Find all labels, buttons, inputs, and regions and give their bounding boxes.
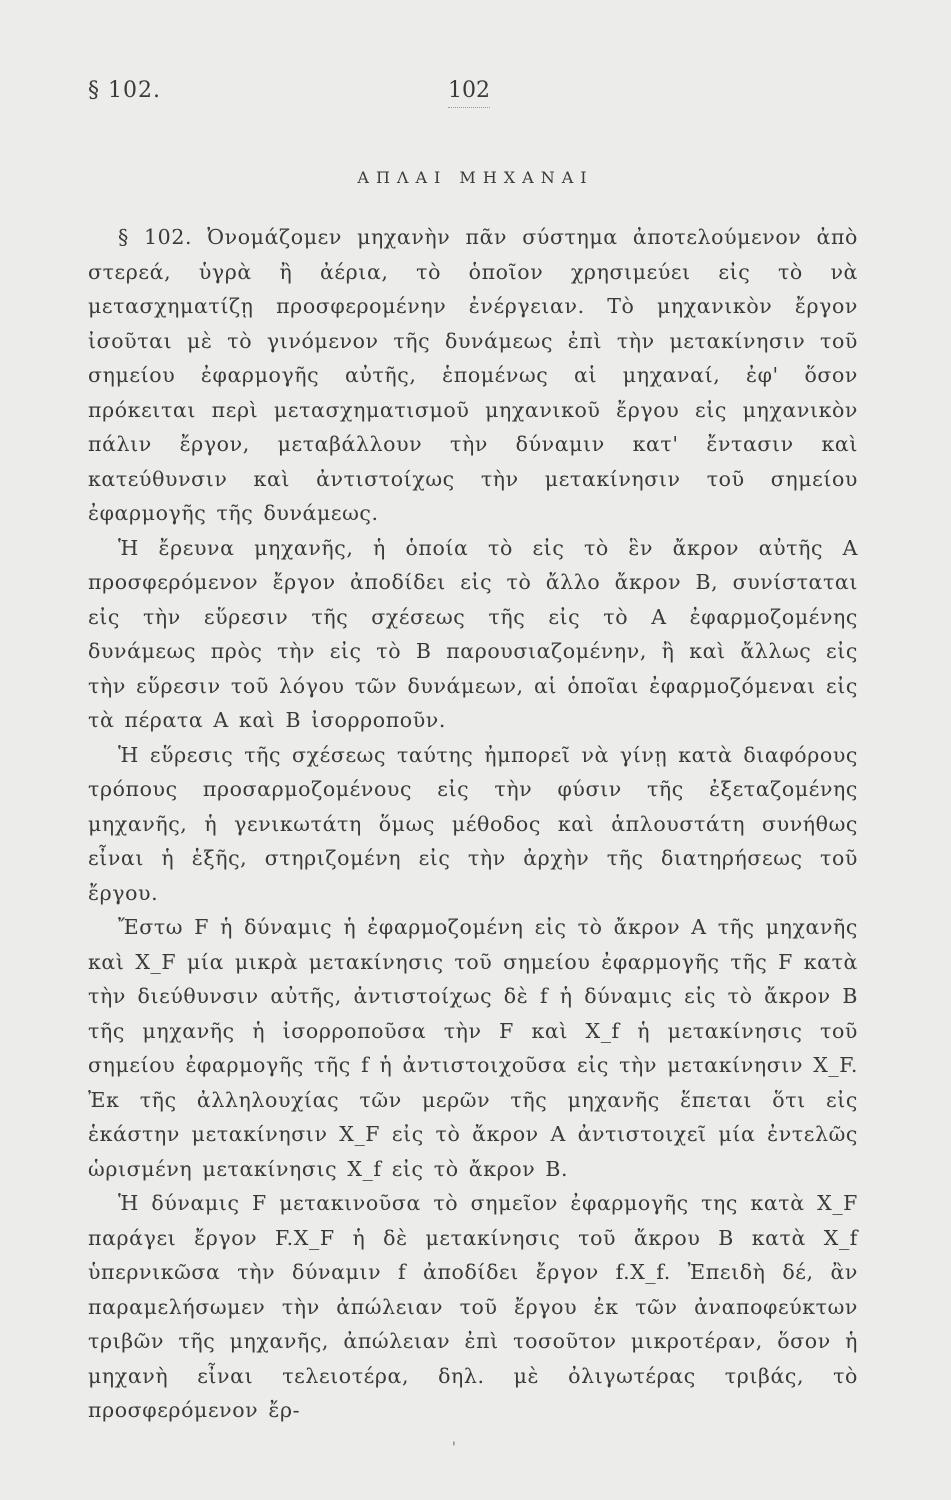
running-head bbox=[88, 78, 863, 112]
footer-mark: ' bbox=[452, 1440, 456, 1456]
paragraph-machine-study: Ἡ ἔρευνα μηχανῆς, ἡ ὁποία τὸ εἰς τὸ ἓν ἄκρον αὐτῆς Α προσφερόμενον ἔργον ἀποδίδει εἰς τὸ ἄλλο ἄκρον Β, συνίσταται εἰς τὴν εὕρεσιν τῆς σχέσεως τῆς εἰς τὸ Α ἐφαρμοζομένης δυνάμεως πρὸς τὴν εἰς τὸ Β παρουσιαζομένην, ἢ καὶ ἄλλως εἰς τὴν εὕρεσιν τοῦ λόγου τῶν δυνάμεων, αἱ ὁποῖαι ἐφαρμοζόμεναι εἰς τὰ πέρατα Α καὶ Β ἰσορροποῦν. bbox=[88, 535, 858, 732]
page-number: 102 bbox=[448, 78, 490, 108]
paragraph-forces-displacements: Ἔστω F ἡ δύναμις ἡ ἐφαρμοζομένη εἰς τὸ ἄκρον Α τῆς μηχανῆς καὶ X_F μία μικρὰ μετακίνησις τοῦ σημείου ἐφαρμογῆς τῆς F κατὰ τὴν διεύθυνσιν αὐτῆς, ἀντιστοίχως δὲ f ἡ δύναμις εἰς τὸ ἄκρον Β τῆς μηχανῆς ἡ ἰσορροποῦσα τὴν F καὶ X_f ἡ μετακίνησις τοῦ σημείου ἐφαρμογῆς τῆς f ἡ ἀντιστοιχοῦσα εἰς τὴν μετακίνησιν X_F. Ἐκ τῆς ἀλληλουχίας τῶν μερῶν τῆς μηχανῆς ἕπεται ὅτι εἰς ἑκάστην μετακίνησιν X_F εἰς τὸ ἄκρον Α ἀντιστοιχεῖ μία ἐντελῶς ὡρισμένη μετακίνησις X_f εἰς τὸ ἄκρον Β. bbox=[88, 915, 858, 1181]
section-mark: § 102. bbox=[88, 78, 161, 103]
chapter-title: ΑΠΛΑΙ ΜΗΧΑΝΑΙ bbox=[357, 168, 594, 187]
paragraph-method: Ἡ εὕρεσις τῆς σχέσεως ταύτης ἠμπορεῖ νὰ γίνῃ κατὰ διαφόρους τρόπους προσαρμοζομένους εἰς τὴν φύσιν τῆς ἐξεταζομένης μηχανῆς, ἡ γενικωτάτη ὅμως μέθοδος καὶ ἁπλουστάτη συνήθως εἶναι ἡ ἑξῆς, στηριζομένη εἰς τὴν ἀρχὴν τῆς διατηρήσεως τοῦ ἔργου. bbox=[88, 742, 858, 905]
body-text bbox=[88, 220, 858, 1428]
paragraph-work: Ἡ δύναμις F μετακινοῦσα τὸ σημεῖον ἐφαρμογῆς της κατὰ X_F παράγει ἔργον F.X_F ἡ δὲ μετακίνησις τοῦ ἄκρου Β κατὰ X_f ὑπερνικῶσα τὴν δύναμιν f ἀποδίδει ἔργον f.X_f. Ἐπειδὴ δέ, ἂν παραμελήσωμεν τὴν ἀπώλειαν τοῦ ἔργου ἐκ τῶν ἀναποφεύκτων τριβῶν τῆς μηχανῆς, ἀπώλειαν ἐπὶ τοσοῦτον μικροτέραν, ὅσον ἡ μηχανὴ εἶναι τελειοτέρα, δηλ. μὲ ὀλιγωτέρας τριβάς, τὸ προσφερόμενον ἔρ- bbox=[88, 1191, 858, 1422]
paragraph-definition: § 102. Ὀνομάζομεν μηχανὴν πᾶν σύστημα ἀποτελούμενον ἀπὸ στερεά, ὑγρὰ ἢ ἀέρια, τὸ ὁποῖον χρησιμεύει εἰς τὸ νὰ μετασχηματίζῃ προσφερομένην ἐνέργειαν. Τὸ μηχανικὸν ἔργον ἰσοῦται μὲ τὸ γινόμενον τῆς δυνάμεως ἐπὶ τὴν μετακίνησιν τοῦ σημείου ἐφαρμογῆς αὐτῆς, ἑπομένως αἱ μηχαναί, ἐφ' ὅσον πρόκειται περὶ μετασχηματισμοῦ μηχανικοῦ ἔργου εἰς μηχανικὸν πάλιν ἔργον, μεταβάλλουν τὴν δύναμιν κατ' ἔντασιν καὶ κατεύθυνσιν καὶ ἀντιστοίχως τὴν μετακίνησιν τοῦ σημείου ἐφαρμογῆς τῆς δυνάμεως. bbox=[88, 225, 858, 525]
